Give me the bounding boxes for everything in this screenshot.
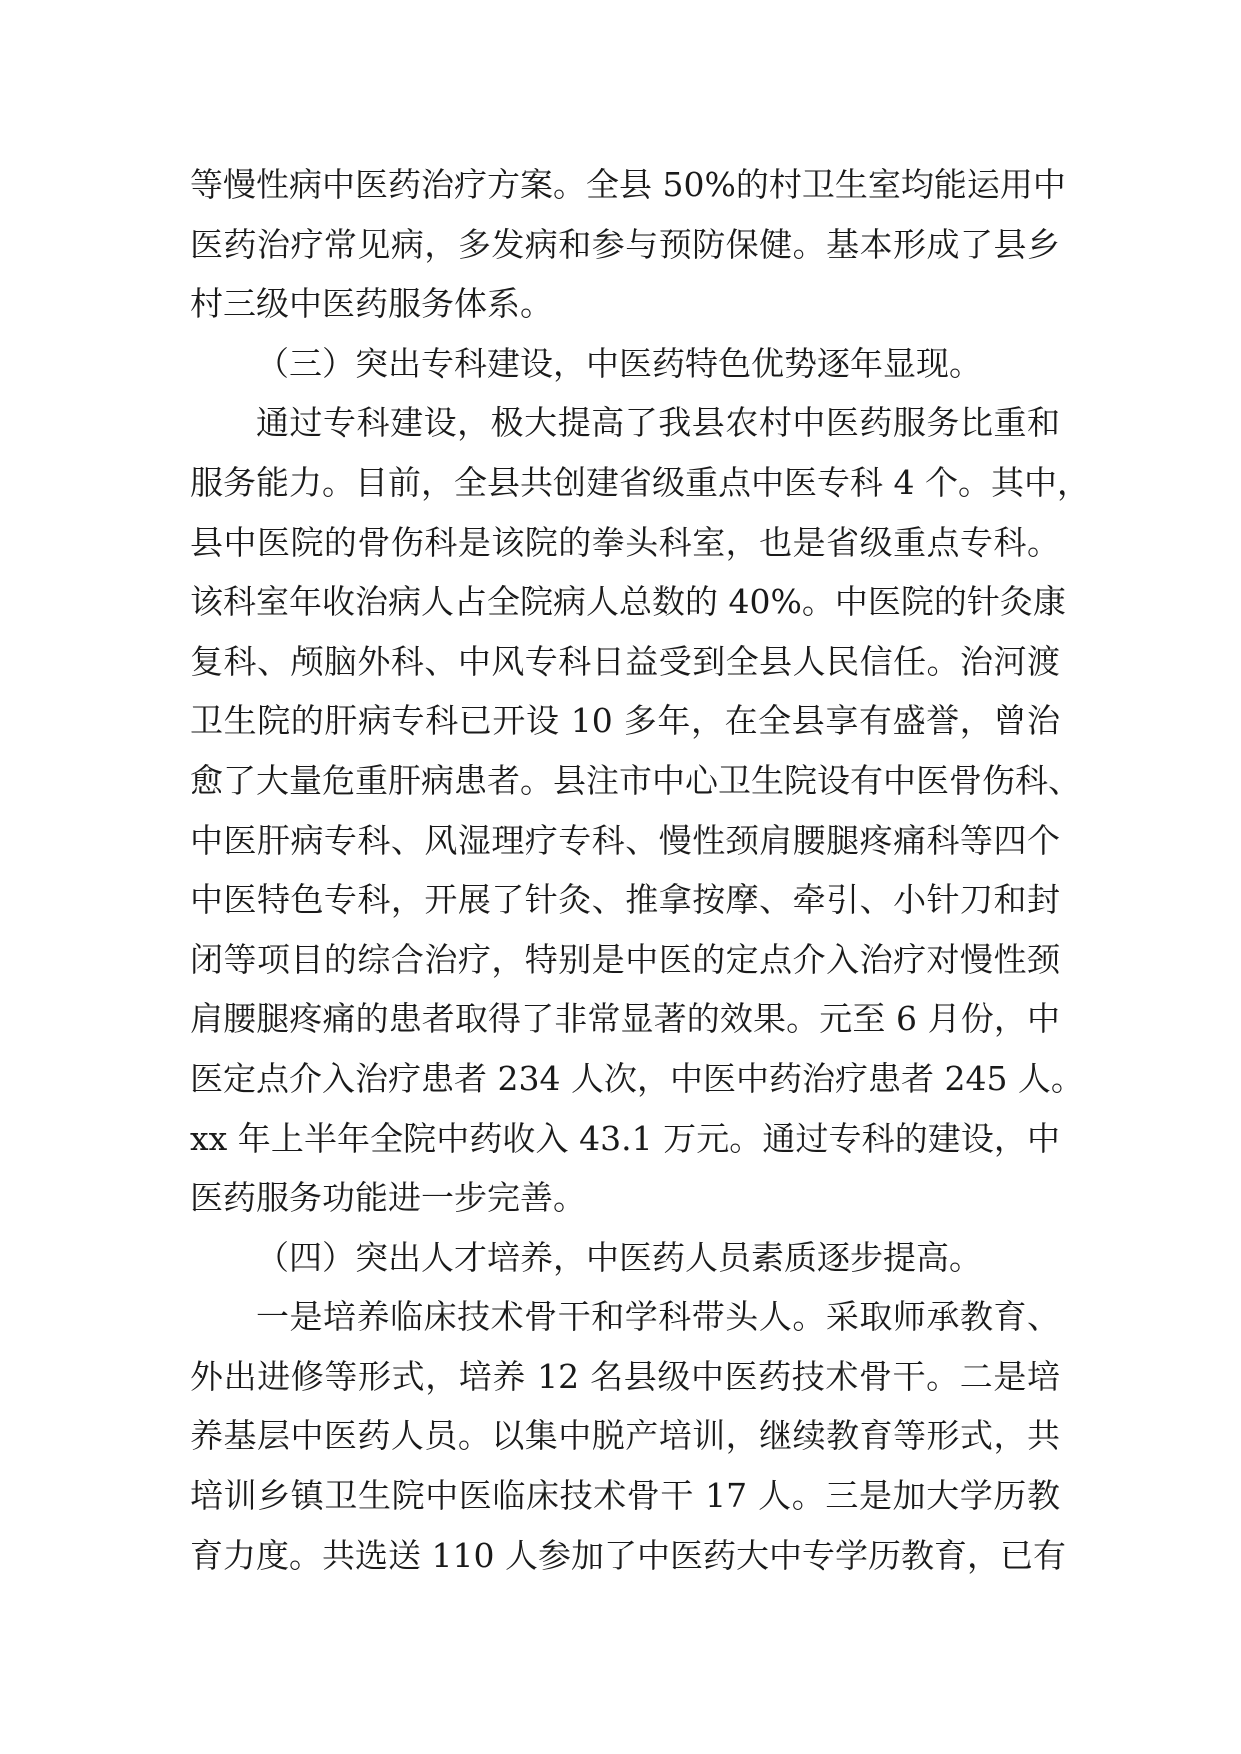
- text-line: 养基层中医药人员。以集中脱产培训，继续教育等形式，共: [190, 1416, 1060, 1456]
- text-line: 等慢性病中医药治疗方案。全县 50%的村卫生室均能运用中: [190, 165, 1066, 204]
- text-line: 卫生院的肝病专科已开设 10 多年，在全县享有盛誉，曾治: [190, 701, 1060, 741]
- heading-text: （四）突出人才培养，中医药人员素质逐步提高。: [256, 1237, 982, 1277]
- text-line: 外出进修等形式，培养 12 名县级中医药技术骨干。二是培: [190, 1356, 1060, 1396]
- text-line: 医定点介入治疗患者 234 人次，中医中药治疗患者 245 人。: [190, 1058, 1084, 1098]
- text-line: 肩腰腿疼痛的患者取得了非常显著的效果。元至 6 月份，中: [190, 999, 1060, 1039]
- text-line: 县中医院的骨伤科是该院的拳头科室，也是省级重点专科。: [190, 522, 1060, 562]
- text-line: 育力度。共选送 110 人参加了中医药大中专学历教育，已有: [190, 1535, 1066, 1575]
- section-heading-4: [190, 1228, 1060, 1288]
- text-line: xx 年上半年全院中药收入 43.1 万元。通过专科的建设，中: [190, 1118, 1060, 1158]
- text-line: 服务能力。目前，全县共创建省级重点中医专科 4 个。其中，: [190, 462, 1090, 502]
- text-line: 该科室年收治病人占全院病人总数的 40%。中医院的针灸康: [190, 582, 1066, 622]
- text-line: 医药治疗常见病，多发病和参与预防保健。基本形成了县乡: [190, 224, 1060, 264]
- text-line: 医药服务功能进一步完善。: [190, 1178, 586, 1218]
- section-heading-3: [190, 334, 1060, 394]
- paragraph-continued: [190, 155, 1066, 334]
- paragraph-specialty: [190, 393, 1090, 1227]
- text-line: 村三级中医药服务体系。: [190, 284, 553, 324]
- text-line: 培训乡镇卫生院中医临床技术骨干 17 人。三是加大学历教: [190, 1476, 1060, 1516]
- text-line: 通过专科建设，极大提高了我县农村中医药服务比重和: [256, 403, 1060, 443]
- text-line: 一是培养临床技术骨干和学科带头人。采取师承教育、: [256, 1297, 1060, 1337]
- text-line: 复科、颅脑外科、中风专科日益受到全县人民信任。治河渡: [190, 641, 1060, 681]
- document-page: [190, 155, 1090, 1585]
- text-line: 愈了大量危重肝病患者。县注市中心卫生院设有中医骨伤科、: [190, 760, 1081, 800]
- paragraph-talent: [190, 1287, 1066, 1585]
- heading-text: （三）突出专科建设，中医药特色优势逐年显现。: [256, 343, 982, 383]
- text-line: 中医肝病专科、风湿理疗专科、慢性颈肩腰腿疼痛科等四个: [190, 820, 1060, 860]
- text-line: 闭等项目的综合治疗，特别是中医的定点介入治疗对慢性颈: [190, 939, 1060, 979]
- text-line: 中医特色专科，开展了针灸、推拿按摩、牵引、小针刀和封: [190, 880, 1060, 920]
